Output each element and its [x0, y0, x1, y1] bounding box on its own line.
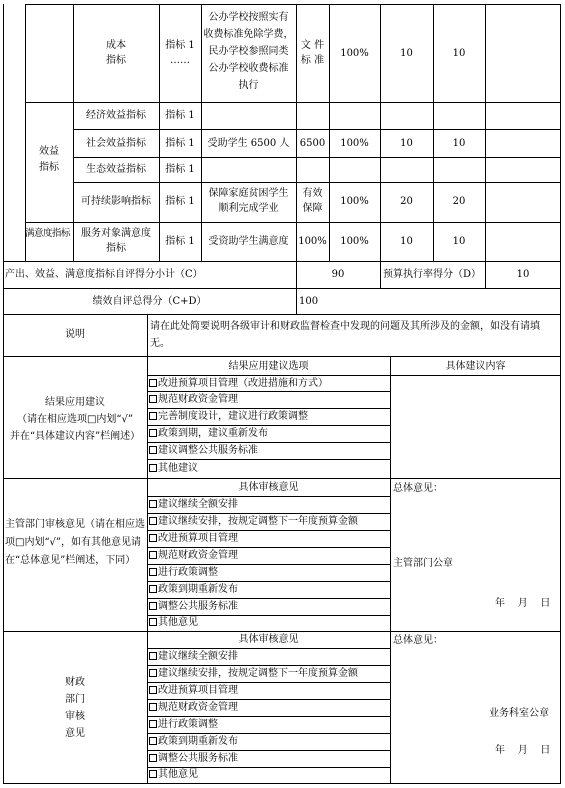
option-checkbox[interactable]: [149, 666, 358, 681]
budget-execution-value: 10: [516, 269, 530, 280]
rule: [433, 4, 434, 261]
option-label: 完善制度设计，建议进行政策调整: [158, 411, 308, 422]
option-label: 改进预算项目管理（改进措施和方式）: [158, 378, 328, 389]
option-label: 建议继续全额安排: [158, 651, 238, 662]
satisfaction-score: 10: [400, 236, 413, 247]
checkbox-icon: [149, 517, 157, 525]
option-label: 政策到期重新发布: [158, 584, 238, 595]
option-checkbox[interactable]: [149, 548, 238, 563]
result-options-header: 结果应用建议选项: [228, 361, 309, 372]
dept-date: 年 月 日: [495, 598, 551, 609]
rule: [485, 4, 486, 288]
option-label: 政策到期，建议重新发布: [158, 428, 268, 439]
total-score-value: 100: [299, 296, 319, 307]
rule: [560, 4, 561, 784]
checkbox-icon: [149, 652, 157, 660]
cost-metric-index: 指标 1 ……: [165, 40, 195, 66]
option-label: 建议继续安排，按规定调整下一年度预算金额: [158, 516, 358, 527]
checkbox-icon: [149, 429, 157, 437]
rule: [25, 222, 561, 223]
option-checkbox[interactable]: [149, 683, 238, 698]
metric-target: 6500: [299, 138, 326, 149]
satisfaction-metric-label: 满意度指标: [25, 228, 71, 239]
metric-index: 指标 1: [165, 138, 195, 149]
option-label: 建议继续全额安排: [158, 499, 238, 510]
checkbox-icon: [149, 551, 157, 559]
metric-content: 保障家庭贫困学生 顺利完成学业: [208, 188, 289, 214]
option-label: 改进预算项目管理: [158, 533, 238, 544]
checkbox-icon: [149, 585, 157, 593]
rule: [3, 356, 561, 357]
rule: [73, 182, 561, 183]
cost-metric-score: 10: [400, 48, 413, 59]
option-checkbox[interactable]: [149, 615, 198, 630]
cost-metric-content: 公办学校按照实有 收费标准免除学费， 民办学校参照同类 公办学校收费标准 执行: [203, 12, 294, 91]
option-checkbox[interactable]: [149, 514, 358, 529]
option-label: 进行政策调整: [158, 567, 218, 578]
rule: [73, 157, 561, 158]
rule: [25, 4, 26, 261]
satisfaction-name: 服务对象满意度 指标: [81, 228, 151, 254]
metric-index: 指标 1: [165, 110, 195, 121]
option-checkbox[interactable]: [149, 443, 258, 458]
checkbox-icon: [149, 618, 157, 626]
checkbox-icon: [149, 395, 157, 403]
option-checkbox[interactable]: [149, 751, 238, 766]
option-checkbox[interactable]: [149, 599, 238, 614]
option-label: 建议继续安排，按规定调整下一年度预算金额: [158, 668, 358, 679]
satisfaction-score: 10: [452, 236, 466, 247]
rule: [25, 102, 561, 103]
metric-name: 经济效益指标: [86, 110, 146, 121]
rule: [73, 129, 561, 130]
budget-execution-label: 预算执行率得分（D）: [383, 269, 482, 280]
checkbox-icon: [149, 602, 157, 610]
checkbox-icon: [149, 500, 157, 508]
checkbox-icon: [149, 770, 157, 778]
cost-metric-target: 文 件 标 准: [300, 40, 325, 66]
benefit-metric-label: 效益 指标: [39, 146, 59, 173]
cost-metric-weight: 100%: [340, 48, 369, 59]
metric-name: 生态效益指标: [86, 164, 146, 175]
dept-review-label: 主管部门审核意见（请在相应选项□内划“√”，如有其他意见请在“总体意见”栏阐述，下同）: [5, 519, 145, 566]
checkbox-icon: [149, 686, 157, 694]
option-label: 其他意见: [158, 617, 198, 628]
finance-review-header: 具体审核意见: [238, 634, 299, 645]
cost-metric-score: 10: [452, 48, 466, 59]
rule: [3, 288, 561, 289]
result-content-header: 具体建议内容: [445, 361, 506, 372]
option-checkbox[interactable]: [149, 717, 218, 732]
subtotal-value: 90: [331, 269, 345, 280]
evaluation-table: [3, 4, 561, 784]
rule: [3, 314, 561, 315]
option-label: 调整公共服务标准: [158, 601, 238, 612]
rule: [3, 478, 561, 479]
option-checkbox[interactable]: [149, 734, 238, 749]
metric-weight: 100%: [340, 196, 369, 207]
option-label: 其他意见: [158, 769, 198, 780]
option-checkbox[interactable]: [149, 582, 238, 597]
notes-label: 说明: [65, 329, 85, 340]
notes-text: 请在此处简要说明各级审计和财政监督检查中发现的问题及其所涉及的金额，如没有请填无。: [150, 321, 540, 349]
option-checkbox[interactable]: [149, 649, 238, 664]
metric-name: 社会效益指标: [86, 138, 146, 149]
option-label: 政策到期重新发布: [158, 736, 238, 747]
rule: [25, 4, 561, 5]
metric-weight: 100%: [340, 138, 369, 149]
metric-score: 10: [400, 138, 413, 149]
total-score-label: 绩效自评总得分（C+D）: [92, 296, 207, 307]
dept-review-header: 具体审核意见: [238, 482, 299, 493]
checkbox-icon: [149, 464, 157, 472]
checkbox-icon: [149, 534, 157, 542]
satisfaction-content: 受资助学生满意度: [208, 236, 289, 247]
rule: [3, 261, 561, 262]
checkbox-icon: [149, 754, 157, 762]
metric-content: 受助学生 6500 人: [207, 138, 290, 149]
satisfaction-index: 指标 1: [165, 236, 195, 247]
option-checkbox[interactable]: [149, 426, 268, 441]
rule: [390, 356, 391, 784]
metric-score: 20: [400, 196, 413, 207]
option-label: 规范财政资金管理: [158, 550, 238, 561]
rule: [329, 4, 330, 261]
checkbox-icon: [149, 379, 157, 387]
option-checkbox[interactable]: [149, 700, 238, 715]
option-checkbox[interactable]: [149, 767, 198, 782]
checkbox-icon: [149, 703, 157, 711]
result-suggestion-label: 结果应用建议 （请在相应选项□内划“√” 并在“具体建议内容”栏阐述）: [9, 397, 141, 442]
finance-date: 年 月 日: [495, 745, 551, 756]
finance-overall-opinion: 总体意见：: [393, 635, 443, 646]
checkbox-icon: [149, 568, 157, 576]
rule: [147, 314, 148, 784]
option-label: 规范财政资金管理: [158, 702, 238, 713]
checkbox-icon: [149, 669, 157, 677]
option-label: 其他建议: [158, 463, 198, 474]
checkbox-icon: [149, 720, 157, 728]
rule: [147, 459, 390, 460]
rule: [3, 783, 561, 784]
dept-seal: 主管部门公章: [393, 558, 453, 569]
metric-name: 可持续影响指标: [81, 196, 151, 207]
option-checkbox[interactable]: [149, 376, 328, 391]
metric-target: 有效 保障: [302, 188, 323, 214]
dept-overall-opinion: 总体意见：: [393, 483, 443, 494]
satisfaction-target: 100%: [298, 236, 327, 247]
option-checkbox[interactable]: [149, 531, 238, 546]
subtotal-label: 产出、效益、满意度指标自评得分小计（C）: [5, 269, 203, 280]
metric-score: 20: [452, 196, 466, 207]
option-label: 建议调整公共服务标准: [158, 445, 258, 456]
cost-metric-label: 成本 指标: [106, 40, 126, 66]
option-checkbox[interactable]: [149, 392, 238, 407]
checkbox-icon: [149, 446, 157, 454]
option-checkbox[interactable]: [149, 565, 218, 580]
option-checkbox[interactable]: [149, 497, 238, 512]
finance-review-label: 财政 部门 审核 意见: [65, 677, 85, 739]
finance-seal: 业务科室公章: [489, 708, 549, 719]
metric-score: 10: [452, 138, 466, 149]
option-checkbox[interactable]: [149, 409, 308, 424]
metric-index: 指标 1: [165, 196, 195, 207]
satisfaction-weight: 100%: [340, 236, 369, 247]
metric-index: 指标 1: [165, 164, 195, 175]
option-label: 改进预算项目管理: [158, 685, 238, 696]
option-label: 规范财政资金管理: [158, 394, 238, 405]
option-label: 进行政策调整: [158, 719, 218, 730]
checkbox-icon: [149, 737, 157, 745]
checkbox-icon: [149, 412, 157, 420]
option-checkbox[interactable]: [149, 461, 198, 476]
option-label: 调整公共服务标准: [158, 753, 238, 764]
